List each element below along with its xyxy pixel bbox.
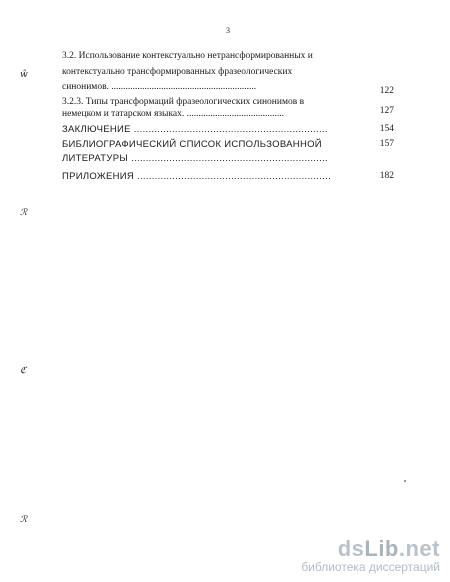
toc-entry-text: 3.2.3. Типы трансформаций фразеологических синонимов в — [62, 97, 305, 107]
toc-entry-text: БИБЛИОГРАФИЧЕСКИЙ СПИСОК ИСПОЛЬЗОВАННОЙ — [62, 139, 322, 150]
toc-entry-text: 3.2. Использование контекстуально нетрансформированных и — [62, 51, 313, 61]
page-number: 3 — [226, 26, 230, 35]
toc-entry-text: ЛИТЕРАТУРЫ ................................................................... — [62, 153, 328, 164]
toc-entry-3-2 — [62, 50, 402, 96]
binding-hole-mark: ℛ — [20, 208, 28, 218]
logo-part: ds — [337, 536, 365, 561]
toc-entry-text: контекстуально трансформированных фразеологических — [62, 67, 293, 77]
toc-entry-3-2-3 — [62, 96, 402, 120]
binding-hole-mark: ℭ — [20, 366, 27, 376]
binding-hole-mark: ŵ — [20, 70, 28, 80]
toc-entry-conclusion — [62, 124, 402, 136]
toc-page-number: 127 — [379, 106, 394, 116]
binding-hole-mark: ℛ — [20, 515, 28, 525]
logo-part: .net — [398, 536, 440, 561]
toc-entry-text: немецком и татарском языках. ......................................... — [62, 109, 285, 119]
table-of-contents — [62, 50, 402, 183]
toc-entry-appendices — [62, 171, 402, 183]
logo-part: Lib — [364, 536, 399, 561]
watermark-subtitle: библиотека диссертаций — [301, 560, 440, 574]
toc-page-number: 157 — [379, 139, 394, 149]
toc-page-number: 122 — [379, 86, 394, 96]
toc-entry-text: ЗАКЛЮЧЕНИЕ .................................................................. — [62, 124, 328, 135]
dslib-logo — [301, 536, 440, 562]
dslib-watermark — [301, 536, 440, 574]
toc-entry-bibliography — [62, 139, 402, 165]
toc-entry-text: ПРИЛОЖЕНИЯ .................................................................. — [62, 171, 332, 182]
toc-page-number: 154 — [379, 124, 394, 134]
toc-page-number: 182 — [379, 171, 394, 181]
toc-entry-text: синонимов. ............................................................. — [62, 82, 257, 92]
scan-speck — [404, 480, 406, 482]
